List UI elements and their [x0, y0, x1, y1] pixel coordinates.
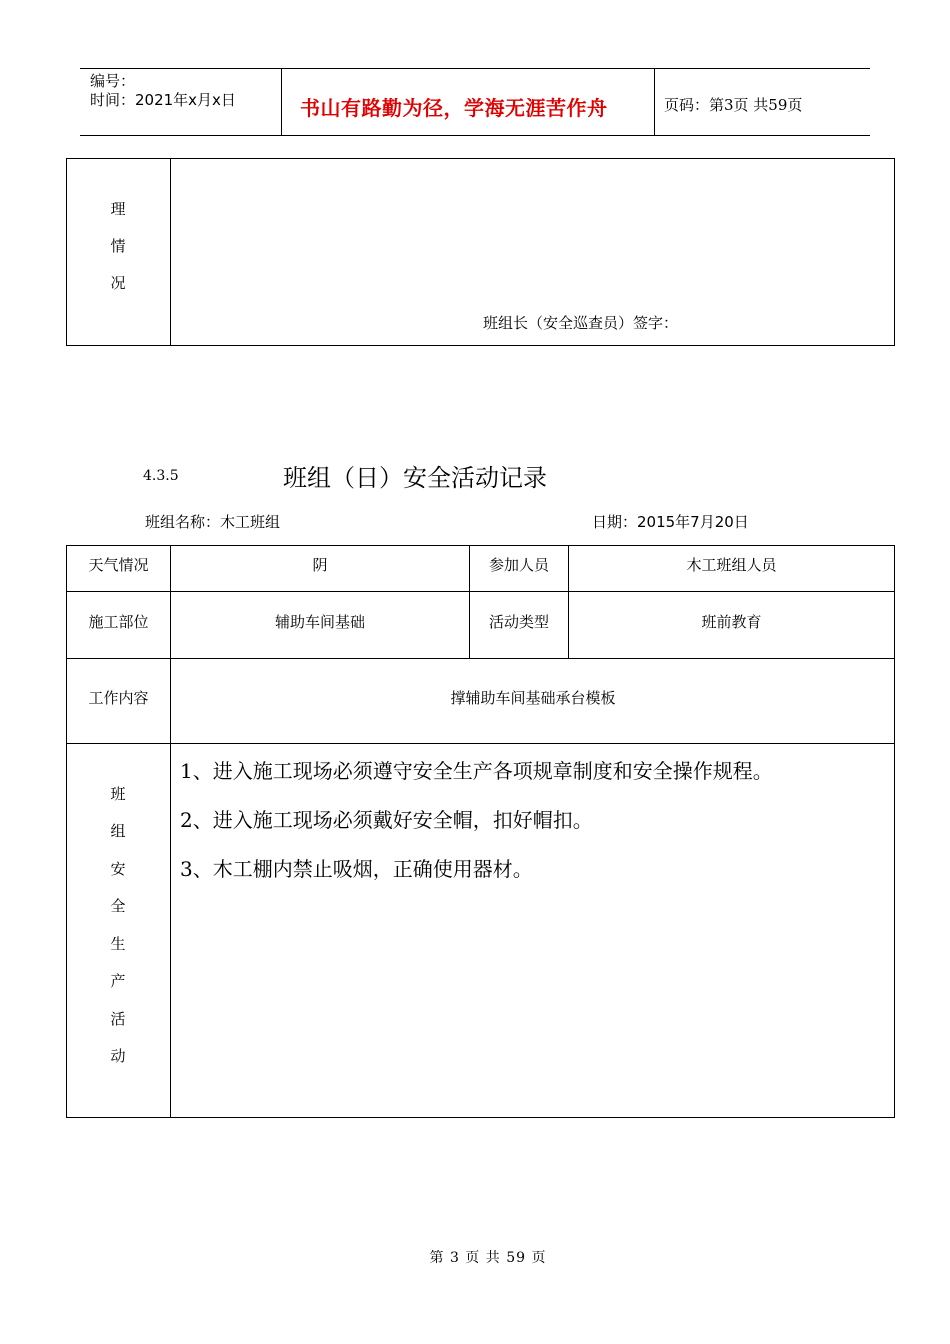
- location-value: 辅助车间基础: [274, 613, 365, 631]
- work-content-value: 撑辅助车间基础承台模板: [450, 689, 616, 707]
- header-top-rule: [80, 68, 870, 69]
- page-footer: 第 3 页 共 59 页: [429, 1250, 547, 1266]
- prev-side-char-1: 理: [110, 200, 126, 218]
- activity-side-char-7: 活: [110, 1010, 126, 1028]
- safety-rule-1: 1、进入施工现场必须遵守安全生产各项规章制度和安全操作规程。: [180, 759, 773, 783]
- activity-type-value: 班前教育: [701, 613, 762, 631]
- weather-value: 阴: [312, 556, 328, 574]
- prev-side-char-2: 情: [110, 237, 126, 255]
- prev-table-divider: [170, 158, 171, 346]
- header-divider-left: [281, 68, 282, 136]
- section-title: 班组（日）安全活动记录: [283, 464, 547, 492]
- record-row-rule-3: [66, 743, 895, 744]
- activity-type-label: 活动类型: [488, 613, 549, 631]
- activity-side-char-4: 全: [110, 897, 126, 915]
- participants-value: 木工班组人员: [686, 556, 777, 574]
- activity-side-char-1: 班: [110, 785, 126, 803]
- location-label: 施工部位: [88, 613, 149, 631]
- record-date: 日期：2015年7月20日: [592, 513, 749, 531]
- team-name: 班组名称：木工班组: [145, 513, 281, 531]
- header-motto: 书山有路勤为径，学海无涯苦作舟: [300, 96, 608, 120]
- header-number-label: 编号：: [90, 72, 136, 90]
- participants-label: 参加人员: [488, 556, 549, 574]
- signature-label: 班组长（安全巡查员）签字：: [483, 314, 679, 332]
- safety-rule-3: 3、木工棚内禁止吸烟，正确使用器材。: [180, 857, 533, 881]
- activity-side-char-6: 产: [110, 972, 126, 990]
- header-bottom-rule: [80, 135, 870, 136]
- record-row-rule-1: [66, 591, 895, 592]
- header-page-info: 页码：第3页 共59页: [664, 96, 803, 114]
- activity-side-char-3: 安: [110, 860, 126, 878]
- prev-table: [66, 158, 895, 346]
- section-number: 4.3.5: [143, 468, 179, 484]
- weather-label: 天气情况: [88, 556, 149, 574]
- prev-side-char-3: 况: [110, 274, 126, 292]
- header-time-label: 时间：2021年x月x日: [90, 91, 236, 109]
- header-divider-right: [654, 68, 655, 136]
- activity-side-char-5: 生: [110, 935, 126, 953]
- work-content-label: 工作内容: [88, 689, 149, 707]
- safety-rule-2: 2、进入施工现场必须戴好安全帽，扣好帽扣。: [180, 808, 593, 832]
- activity-side-char-8: 动: [110, 1047, 126, 1065]
- record-row-rule-2: [66, 658, 895, 659]
- activity-side-char-2: 组: [110, 822, 126, 840]
